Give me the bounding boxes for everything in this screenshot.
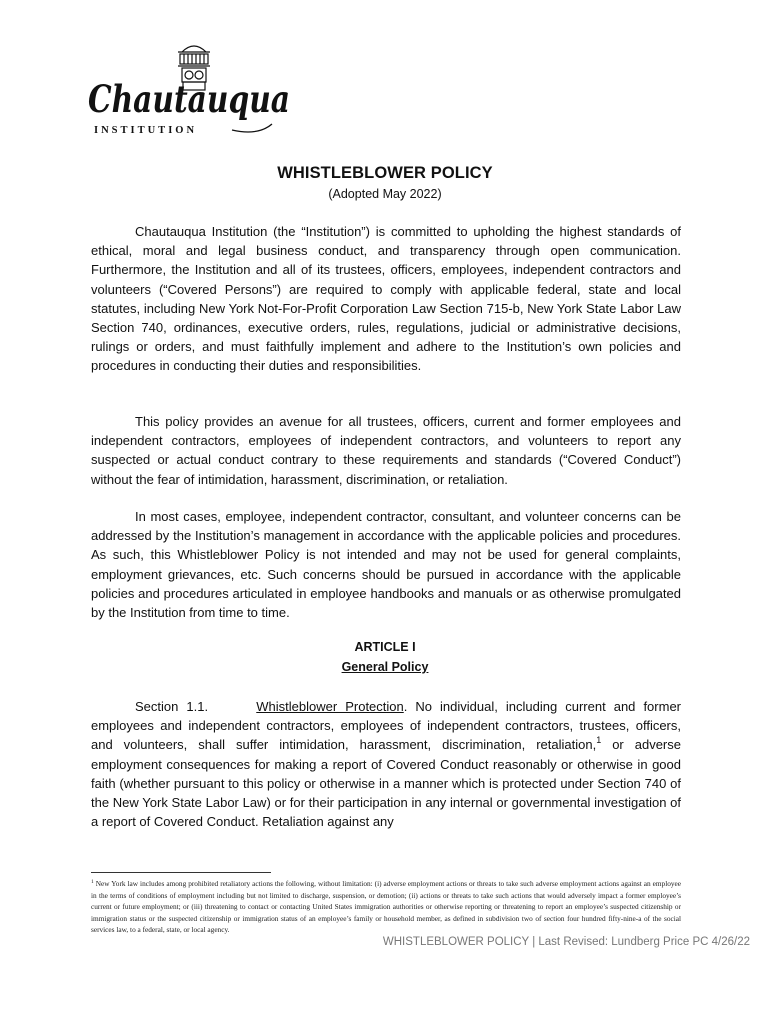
footnote-divider [91,872,271,873]
adoption-date: (Adopted May 2022) [328,187,442,201]
bell-tower-logo-icon [86,38,298,138]
footnote-marker: 1 [91,879,94,885]
footnote-reference: 1 [596,735,602,746]
section-number: Section 1.1. [135,699,209,714]
intro-paragraph-2: This policy provides an avenue for all trustees, officers, current and former employees and independent contractors, employees of independent contractors, and volunteers to report any suspected or actual conduct contrary to these requirements and standards (“Covered Conduct”) without the fear of intimidation, harassment, discrimination, or retaliation. [91,414,681,487]
article-number: ARTICLE I [354,640,416,654]
chautauqua-institution-logo [86,38,298,138]
intro-paragraph-1: Chautauqua Institution (the “Institution”) is committed to upholding the highest standards of ethical, moral and legal business conduct, and transparency through open communication. Furthermore, the Institution and all of its trustees, officers, employees, independent contractors and volunteers (“Covered Persons”) are required to comply with applicable federal, state and local statutes, including New York Not-For-Profit Corporation Law Section 715-b, New York State Labor Law Section 740, ordinances, executive orders, rules, regulations, judicial or administrative decisions, rulings or orders, and must faithfully implement and adhere to the Institution’s own policies and procedures in conducting their duties and responsibilities. [91,224,681,374]
page-title: WHISTLEBLOWER POLICY [277,164,493,182]
logo-institution: INSTITUTION [94,125,198,136]
footnote: $^1$ New York law includes among prohibited retaliatory actions the following, without limitation: (i) adverse employment actions or threats to take such adverse employment actions against an employee in the terms of conditions of employment including but not limited to discharge, suspension, or demotion; (ii) actions or threats to take such actions that would adversely impact a former employee’s current or future employment; or (iii) threatening to contact or contacting United States immigration authorities or otherwise reporting or threatening to report an employee’s suspected citizenship or immigration status or the suspected citizenship or immigration status of an employee’s family or household member, as defined in subdivision two of section four hundred fifty-nine-a of the social services law, to a federal, state, or local agency. [91,879,681,934]
page-footer: WHISTLEBLOWER POLICY | Last Revised: Lundberg Price PC 4/26/22 [382,936,750,948]
section-1-1: Section 1.1. Whistleblower Protection. No individual, including current and former employees and independent contractors, employees of independent contractors, trustees, officers, and volunteers, shall suffer intimidation, harassment, discrimination, retaliation,$^1$ or adverse employment consequences for making a report of Covered Conduct reasonably or otherwise in good faith (whether pursuant to this policy or otherwise in a manner which is protected under Section 740 of the New York State Labor Law) or for their participation in any internal or governmental investigation of a report of Covered Conduct. Retaliation against any [91,699,681,830]
intro-paragraph-3: In most cases, employee, independent contractor, consultant, and volunteer concerns can be addressed by the Institution’s management in accordance with the applicable policies and procedures. As such, this Whistleblower Policy is not intended and may not be used for general complaints, employment grievances, etc. Such concerns should be pursued in accordance with the applicable policies and procedures articulated in employee handbooks and manuals or as otherwise promulgated by the Institution from time to time. [91,509,681,621]
article-heading: General Policy [341,660,429,674]
section-heading: Whistleblower Protection [256,699,404,714]
logo-wordmark: Chautauqua [88,77,290,121]
